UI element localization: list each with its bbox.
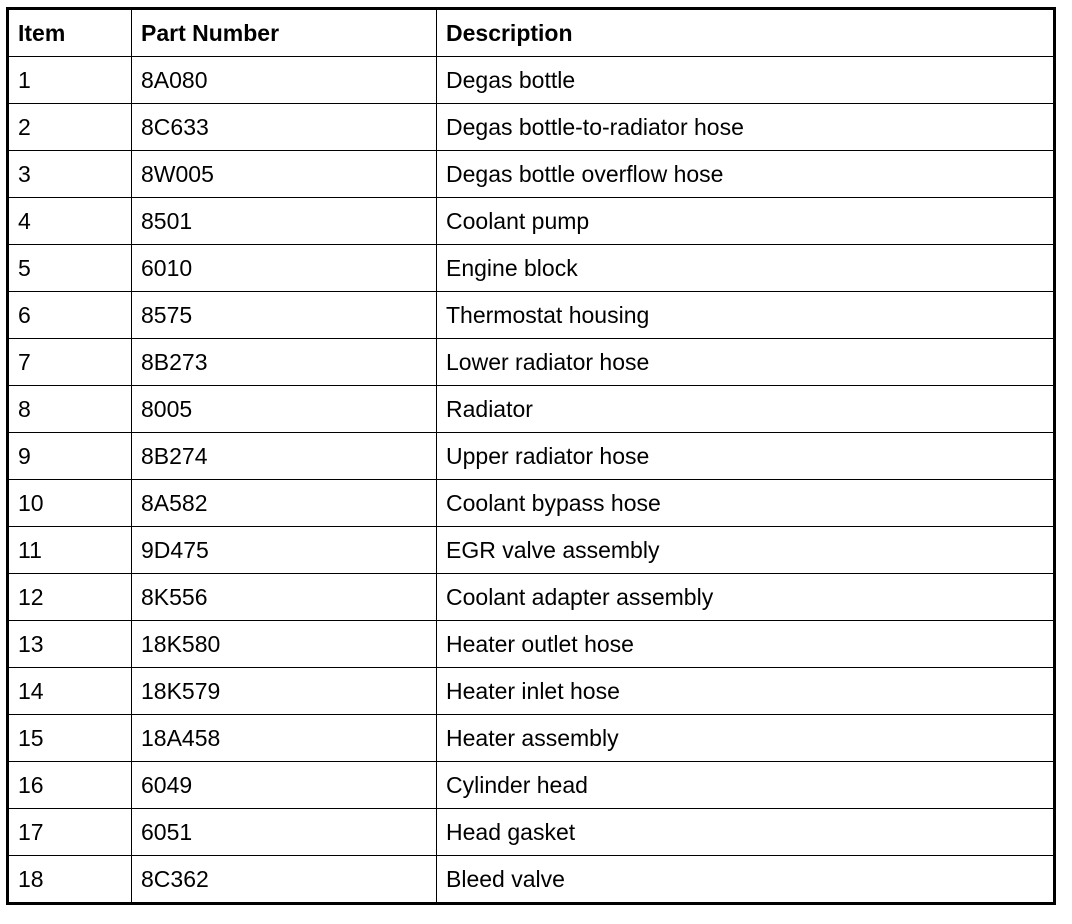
part-number-cell: 18A458 (132, 715, 437, 762)
part-number-cell: 8W005 (132, 151, 437, 198)
description-cell: Heater outlet hose (437, 621, 1055, 668)
part-number-cell: 8501 (132, 198, 437, 245)
table-row (8, 151, 1055, 198)
part-number-cell: 8A582 (132, 480, 437, 527)
table-row (8, 386, 1055, 433)
description-cell: Coolant bypass hose (437, 480, 1055, 527)
description-cell: Coolant pump (437, 198, 1055, 245)
description-cell: Radiator (437, 386, 1055, 433)
description-cell: Cylinder head (437, 762, 1055, 809)
table-row (8, 856, 1055, 904)
item-cell: 15 (8, 715, 132, 762)
table-row (8, 809, 1055, 856)
description-cell: Degas bottle overflow hose (437, 151, 1055, 198)
part-number-cell: 8B274 (132, 433, 437, 480)
item-cell: 12 (8, 574, 132, 621)
description-cell: Upper radiator hose (437, 433, 1055, 480)
item-cell: 10 (8, 480, 132, 527)
table-row (8, 762, 1055, 809)
column-header-item: Item (8, 9, 132, 57)
description-cell: Head gasket (437, 809, 1055, 856)
description-cell: EGR valve assembly (437, 527, 1055, 574)
item-cell: 14 (8, 668, 132, 715)
header-row (8, 9, 1055, 57)
description-cell: Degas bottle-to-radiator hose (437, 104, 1055, 151)
part-number-cell: 8K556 (132, 574, 437, 621)
description-cell: Engine block (437, 245, 1055, 292)
table-row (8, 198, 1055, 245)
item-cell: 5 (8, 245, 132, 292)
item-cell: 3 (8, 151, 132, 198)
item-cell: 2 (8, 104, 132, 151)
item-cell: 8 (8, 386, 132, 433)
item-cell: 7 (8, 339, 132, 386)
table-row (8, 339, 1055, 386)
column-header-part-number: Part Number (132, 9, 437, 57)
part-number-cell: 9D475 (132, 527, 437, 574)
item-cell: 18 (8, 856, 132, 904)
table-row (8, 574, 1055, 621)
part-number-cell: 6049 (132, 762, 437, 809)
item-cell: 11 (8, 527, 132, 574)
part-number-cell: 8C362 (132, 856, 437, 904)
column-header-description: Description (437, 9, 1055, 57)
item-cell: 6 (8, 292, 132, 339)
table-row (8, 433, 1055, 480)
part-number-cell: 8005 (132, 386, 437, 433)
table-row (8, 621, 1055, 668)
part-number-cell: 18K579 (132, 668, 437, 715)
table-row (8, 245, 1055, 292)
description-cell: Coolant adapter assembly (437, 574, 1055, 621)
description-cell: Bleed valve (437, 856, 1055, 904)
description-cell: Heater assembly (437, 715, 1055, 762)
table-row (8, 480, 1055, 527)
description-cell: Lower radiator hose (437, 339, 1055, 386)
description-cell: Degas bottle (437, 57, 1055, 104)
part-number-cell: 6010 (132, 245, 437, 292)
table-row (8, 527, 1055, 574)
part-number-cell: 18K580 (132, 621, 437, 668)
part-number-cell: 8A080 (132, 57, 437, 104)
part-number-cell: 8575 (132, 292, 437, 339)
table-row (8, 668, 1055, 715)
parts-table (6, 7, 1056, 905)
description-cell: Thermostat housing (437, 292, 1055, 339)
part-number-cell: 6051 (132, 809, 437, 856)
part-number-cell: 8C633 (132, 104, 437, 151)
table-row (8, 57, 1055, 104)
item-cell: 9 (8, 433, 132, 480)
description-cell: Heater inlet hose (437, 668, 1055, 715)
table-row (8, 715, 1055, 762)
item-cell: 13 (8, 621, 132, 668)
item-cell: 1 (8, 57, 132, 104)
table-row (8, 292, 1055, 339)
item-cell: 16 (8, 762, 132, 809)
table-row (8, 104, 1055, 151)
part-number-cell: 8B273 (132, 339, 437, 386)
table-body (8, 57, 1055, 904)
item-cell: 4 (8, 198, 132, 245)
item-cell: 17 (8, 809, 132, 856)
table-header (8, 9, 1055, 57)
